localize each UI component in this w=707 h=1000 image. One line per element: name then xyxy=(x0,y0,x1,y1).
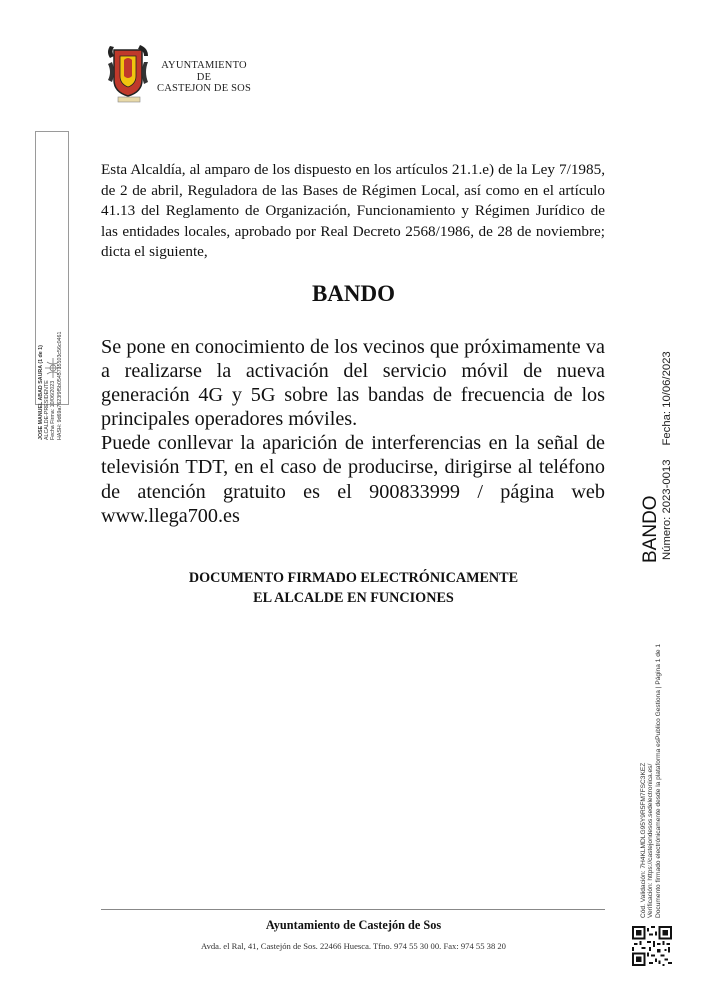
org-line-1: AYUNTAMIENTO xyxy=(161,60,247,71)
signature-block xyxy=(0,569,707,608)
intro-paragraph: Esta Alcaldía, al amparo de los dispuesto en los artículos 21.1.e) de la Ley 7/1985, de 2 de abril, Reguladora de las Bases de Régimen Local, así como en el artículo 41.13 del Reglamento de Organización, Funcionamiento y Régimen Jurídico de las entidades locales, aprobado por Real Decreto 2568/1986, de 28 de noviembre; dicta el siguiente, xyxy=(101,161,605,261)
footer-organization: Ayuntamiento de Castejón de Sos xyxy=(265,918,442,932)
validation-code: Cód. Validación: 7H4KLMDLG95Y9R5FM7FSC3KEZ xyxy=(640,762,647,918)
doc-type-vertical: BANDO xyxy=(640,495,661,563)
signer-role: ALCALDE-PRESIDENTE xyxy=(44,380,51,440)
municipality-name xyxy=(150,60,258,95)
doc-number-date-vertical xyxy=(661,351,673,560)
signer-name: JOSE MANUEL ABAD SAURA (1 de 1) xyxy=(38,345,44,440)
footer-divider xyxy=(101,909,605,910)
verification-url[interactable]: Verificación: https://castejondesos.sedelectronica.es/ xyxy=(647,763,655,918)
body-paragraph-1: Se pone en conocimiento de los vecinos que próximamente va a realizarse la activación del servicio móvil de nueva generación 4G y 5G sobre las bandas de frecuencia de los principales operadores móviles. xyxy=(101,336,605,431)
signature-stamp-text xyxy=(38,200,63,440)
doc-date: Fecha: 10/06/2023 xyxy=(661,351,673,446)
document-title: BANDO xyxy=(311,281,396,306)
announcement-body xyxy=(101,335,605,528)
validation-info-vertical xyxy=(640,618,662,918)
signer-title: EL ALCALDE EN FUNCIONES xyxy=(253,589,454,606)
doc-number: Número: 2023-0013 xyxy=(661,459,673,560)
signature-hash: HASH: 9d69a7623f9f5b0545735103c56c0461 xyxy=(56,331,63,440)
body-paragraph-2: Puede conllevar la aparición de interferencias en la señal de televisión TDT, en el caso de producirse, dirigirse al teléfono de atención gratuito es el 900833999 / página web www.llega700.es xyxy=(101,432,605,527)
signature-stamp xyxy=(35,131,69,440)
footer-address: Avda. el Ral, 41, Castejón de Sos. 22466 Huesca. Tfno. 974 55 30 00. Fax: 974 55 38 20 xyxy=(201,941,506,951)
org-line-3: CASTEJON DE SOS xyxy=(156,83,251,94)
platform-note: Documento firmado electrónicamente desde la plataforma esPublico Gestiona | Página 1 de 1 xyxy=(654,643,662,918)
org-line-2: DE xyxy=(196,71,212,83)
signed-electronically-label: DOCUMENTO FIRMADO ELECTRÓNICAMENTE xyxy=(188,570,519,586)
coat-of-arms-icon xyxy=(104,42,154,104)
signature-mark-icon xyxy=(42,356,64,380)
signature-date: Fecha Firma: 10/06/2023 xyxy=(50,380,57,440)
